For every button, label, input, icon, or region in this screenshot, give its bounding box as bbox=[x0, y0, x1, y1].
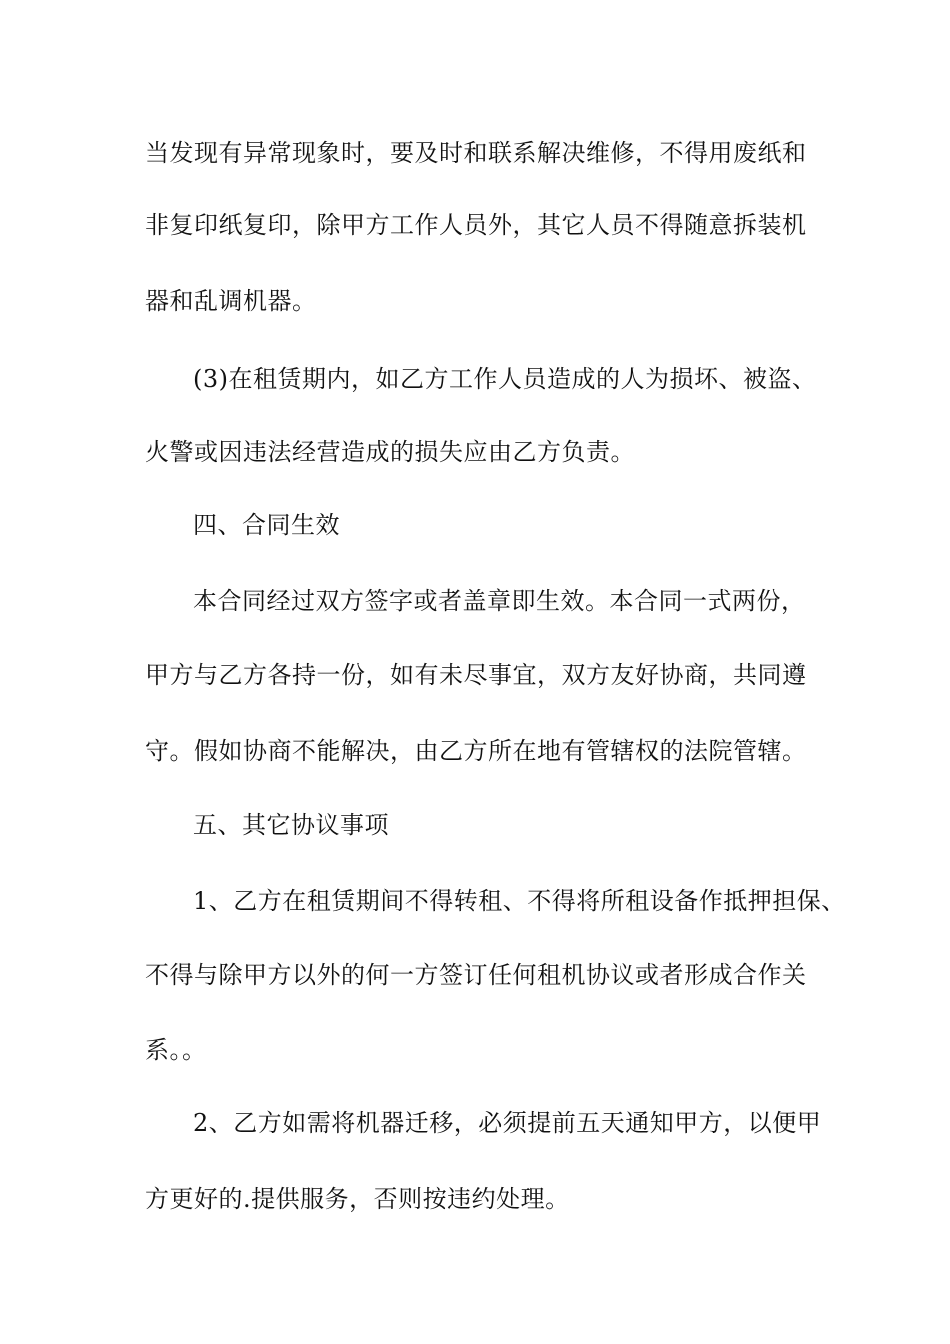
section-heading: 五、其它协议事项 bbox=[193, 811, 389, 839]
paragraph-line: 器和乱调机器。 bbox=[145, 287, 317, 315]
paragraph-line: 甲方与乙方各持一份，如有未尽事宜，双方友好协商，共同遵 bbox=[145, 661, 807, 689]
paragraph-line: 1、乙方在租赁期间不得转租、不得将所租设备作抵押担保、 bbox=[193, 887, 846, 915]
paragraph-line: 系。。 bbox=[145, 1036, 207, 1064]
paragraph-line: 当发现有异常现象时，要及时和联系解决维修，不得用废纸和 bbox=[145, 139, 807, 167]
paragraph-line: 方更好的.提供服务，否则按违约处理。 bbox=[145, 1185, 570, 1213]
paragraph-line: 非复印纸复印，除甲方工作人员外，其它人员不得随意拆装机 bbox=[145, 211, 807, 239]
paragraph-line: 本合同经过双方签字或者盖章即生效。本合同一式两份， bbox=[193, 587, 806, 615]
paragraph-line: (3)在租赁期内，如乙方工作人员造成的人为损坏、被盗、 bbox=[193, 365, 817, 393]
paragraph-line: 守。假如协商不能解决，由乙方所在地有管辖权的法院管辖。 bbox=[145, 737, 807, 765]
paragraph-line: 火警或因违法经营造成的损失应由乙方负责。 bbox=[145, 438, 635, 466]
paragraph-line: 2、乙方如需将机器迁移，必须提前五天通知甲方，以便甲 bbox=[193, 1109, 822, 1137]
section-heading: 四、合同生效 bbox=[193, 511, 340, 539]
paragraph-line: 不得与除甲方以外的何一方签订任何租机协议或者形成合作关 bbox=[145, 961, 807, 989]
